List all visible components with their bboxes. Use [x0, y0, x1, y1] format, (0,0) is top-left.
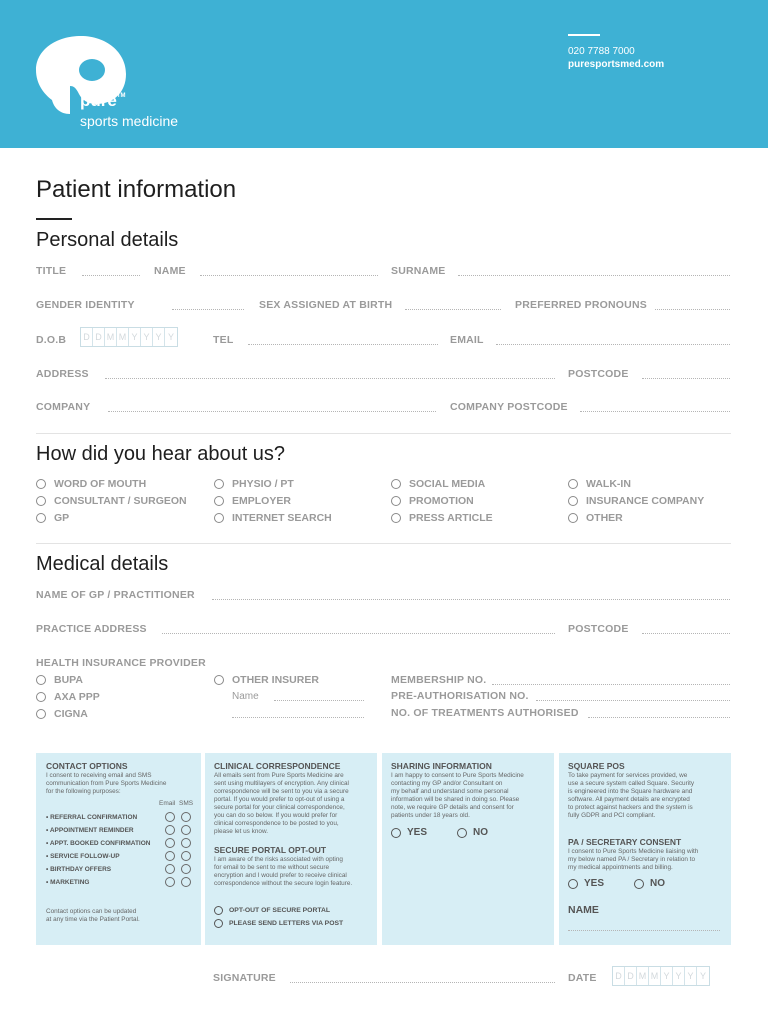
gender-identity-field[interactable] — [172, 309, 244, 310]
square-text-4: software. All payment details are encrypted — [568, 796, 690, 803]
insurer-option-cigna[interactable]: CIGNA — [36, 708, 88, 720]
square-text-2: use a secure system called Square. Security — [568, 780, 695, 787]
pa-text-1: I consent to Pure Sports Medicine liaising with — [568, 848, 699, 855]
radio-icon — [634, 879, 644, 889]
optout-secure-portal-option[interactable]: OPT-OUT OF SECURE PORTAL — [214, 906, 330, 915]
insurer-option-other[interactable]: OTHER INSURER — [214, 674, 319, 686]
practice-postcode-field[interactable] — [642, 633, 730, 634]
sharing-yes-option[interactable]: YES — [391, 827, 427, 838]
clinical-text-3: correspondence will be sent to you via a secure — [214, 788, 349, 795]
preauth-label: PRE-AUTHORISATION NO. — [391, 690, 529, 702]
pronouns-field[interactable] — [655, 309, 730, 310]
date-cell: D — [613, 967, 625, 985]
hear-about-heading: How did you hear about us? — [36, 443, 286, 465]
radio-icon — [568, 479, 578, 489]
radio-icon — [391, 513, 401, 523]
contact-options-text-1: I consent to receiving email and SMS — [46, 772, 152, 779]
postcode-field[interactable] — [642, 378, 730, 379]
section-divider — [36, 543, 731, 544]
sharing-text-5: note, we require GP details and consent for — [391, 804, 514, 811]
tel-label: TEL — [213, 334, 234, 346]
date-cell: M — [649, 967, 661, 985]
email-radio-icon[interactable] — [165, 825, 175, 835]
contact-website[interactable]: puresportsmed.com — [568, 59, 665, 70]
membership-label: MEMBERSHIP NO. — [391, 674, 487, 686]
radio-icon — [391, 828, 401, 838]
company-postcode-label: COMPANY POSTCODE — [450, 401, 568, 413]
radio-icon — [214, 513, 224, 523]
other-insurer-extra-field[interactable] — [232, 717, 364, 718]
dob-cell: Y — [129, 328, 141, 346]
treatments-authorised-field[interactable] — [588, 717, 730, 718]
radio-icon — [214, 675, 224, 685]
email-field[interactable] — [496, 344, 730, 345]
contact-phone: 020 7788 7000 — [568, 46, 635, 57]
practice-address-label: PRACTICE ADDRESS — [36, 623, 147, 635]
email-radio-icon[interactable] — [165, 864, 175, 874]
dob-label: D.O.B — [36, 334, 67, 346]
gp-name-label: NAME OF GP / PRACTITIONER — [36, 589, 195, 601]
radio-icon — [36, 675, 46, 685]
hear-option-word-of-mouth[interactable]: WORD OF MOUTH — [36, 478, 146, 490]
dob-cell: Y — [153, 328, 165, 346]
secure-portal-optout-title: SECURE PORTAL OPT-OUT — [214, 845, 327, 855]
contact-purpose-booked: • APPT. BOOKED CONFIRMATION — [46, 840, 151, 847]
name-field[interactable] — [200, 275, 378, 276]
square-text-6: fully GDPR and PCI compliant. — [568, 812, 656, 819]
hear-option-promotion[interactable]: PROMOTION — [391, 495, 474, 507]
gender-identity-label: GENDER IDENTITY — [36, 299, 135, 311]
sharing-text-2: contacting my GP and/or Consultant on — [391, 780, 503, 787]
dob-cell: Y — [141, 328, 153, 346]
preauth-field[interactable] — [536, 700, 730, 701]
radio-icon — [36, 496, 46, 506]
brand-sports-medicine: sports medicine — [80, 113, 179, 129]
sms-radio-icon[interactable] — [181, 864, 191, 874]
optout-text-4: correspondence without the secure login feature. — [214, 880, 353, 887]
send-letters-post-option[interactable]: PLEASE SEND LETTERS VIA POST — [214, 919, 343, 928]
contact-purpose-reminder: • APPOINTMENT REMINDER — [46, 827, 134, 834]
hear-option-physio[interactable]: PHYSIO / PT — [214, 478, 294, 490]
sharing-no-option[interactable]: NO — [457, 827, 488, 838]
date-cell: Y — [685, 967, 697, 985]
radio-icon — [214, 906, 223, 915]
sms-radio-icon[interactable] — [181, 877, 191, 887]
postcode-label: POSTCODE — [568, 368, 629, 380]
title-field[interactable] — [82, 275, 140, 276]
company-field[interactable] — [108, 411, 436, 412]
title-rule — [36, 218, 72, 220]
pa-text-2: my below named PA / Secretary in relation to — [568, 856, 696, 863]
surname-label: SURNAME — [391, 265, 446, 277]
hear-option-gp[interactable]: GP — [36, 512, 69, 524]
surname-field[interactable] — [458, 275, 730, 276]
sex-at-birth-field[interactable] — [405, 309, 501, 310]
optout-text-3: encryption and I would prefer to receive clinical — [214, 872, 347, 879]
other-insurer-name-field[interactable] — [274, 700, 364, 701]
radio-icon — [568, 496, 578, 506]
square-text-1: To take payment for services provided, we — [568, 772, 688, 779]
radio-icon — [214, 479, 224, 489]
sms-radio-icon[interactable] — [181, 812, 191, 822]
address-label: ADDRESS — [36, 368, 89, 380]
clinical-text-6: you can do so below. If you would prefer for — [214, 812, 338, 819]
date-input[interactable] — [612, 966, 710, 986]
contact-options-footer-1: Contact options can be updated — [46, 908, 137, 915]
contact-purpose-follow-up: • SERVICE FOLLOW-UP — [46, 853, 120, 860]
insurer-option-bupa[interactable]: BUPA — [36, 674, 83, 686]
email-column-header: Email — [159, 800, 176, 807]
hear-option-press-article[interactable]: PRESS ARTICLE — [391, 512, 493, 524]
pa-name-label: NAME — [568, 904, 599, 916]
sms-radio-icon[interactable] — [181, 851, 191, 861]
date-label: DATE — [568, 972, 597, 984]
address-field[interactable] — [105, 378, 555, 379]
practice-postcode-label: POSTCODE — [568, 623, 629, 635]
clinical-correspondence-title: CLINICAL CORRESPONDENCE — [214, 761, 341, 771]
date-cell: M — [637, 967, 649, 985]
company-label: COMPANY — [36, 401, 91, 413]
contact-options-text-3: for the following purposes: — [46, 788, 121, 795]
contact-options-title: CONTACT OPTIONS — [46, 761, 128, 771]
dob-input[interactable] — [80, 327, 178, 347]
clinical-text-7: clinical correspondence to be posted to you, — [214, 820, 339, 827]
sex-at-birth-label: SEX ASSIGNED AT BIRTH — [259, 299, 393, 311]
pa-consent-no-option[interactable]: NO — [634, 878, 665, 889]
header-banner — [0, 0, 768, 148]
radio-icon — [36, 709, 46, 719]
dob-cell: M — [105, 328, 117, 346]
page-title: Patient information — [36, 176, 237, 203]
hear-option-other[interactable]: OTHER — [568, 512, 623, 524]
pa-name-field[interactable] — [568, 930, 720, 931]
radio-icon — [568, 513, 578, 523]
email-label: EMAIL — [450, 334, 484, 346]
clinical-text-1: All emails sent from Pure Sports Medicine are — [214, 772, 344, 779]
square-pos-title: SQUARE POS — [568, 761, 625, 771]
clinical-text-8: please let us know. — [214, 828, 268, 835]
radio-icon — [36, 479, 46, 489]
radio-icon — [36, 692, 46, 702]
radio-icon — [391, 496, 401, 506]
title-label: TITLE — [36, 265, 67, 277]
email-radio-icon[interactable] — [165, 851, 175, 861]
hear-option-walk-in[interactable]: WALK-IN — [568, 478, 631, 490]
signature-field[interactable] — [290, 982, 555, 983]
name-label: NAME — [154, 265, 186, 277]
company-postcode-field[interactable] — [580, 411, 730, 412]
email-radio-icon[interactable] — [165, 877, 175, 887]
hear-option-social-media[interactable]: SOCIAL MEDIA — [391, 478, 485, 490]
contact-options-footer-2: at any time via the Patient Portal. — [46, 916, 140, 923]
signature-label: SIGNATURE — [213, 972, 276, 984]
dob-cell: Y — [167, 332, 174, 342]
pronouns-label: PREFERRED PRONOUNS — [515, 299, 647, 311]
hear-option-internet-search[interactable]: INTERNET SEARCH — [214, 512, 332, 524]
clinical-text-5: secure portal for your clinical correspondence, — [214, 804, 345, 811]
contact-options-text-2: communication from Pure Sports Medicine — [46, 780, 167, 787]
brand-pure-wordmark: pure™ — [80, 91, 126, 110]
sharing-text-6: patients under 18 years old. — [391, 812, 470, 819]
hear-option-consultant[interactable]: CONSULTANT / SURGEON — [36, 495, 187, 507]
contact-purpose-birthday: • BIRTHDAY OFFERS — [46, 866, 112, 873]
hear-option-employer[interactable]: EMPLOYER — [214, 495, 291, 507]
radio-icon — [568, 879, 578, 889]
other-insurer-name-label: Name — [232, 691, 259, 702]
pa-text-3: my medical appointments and billing. — [568, 864, 673, 871]
email-radio-icon[interactable] — [165, 812, 175, 822]
sms-radio-icon[interactable] — [181, 838, 191, 848]
date-cell: Y — [699, 971, 706, 981]
gp-name-field[interactable] — [212, 599, 730, 600]
sms-radio-icon[interactable] — [181, 825, 191, 835]
insurance-provider-label: HEALTH INSURANCE PROVIDER — [36, 657, 206, 669]
radio-icon — [457, 828, 467, 838]
sharing-text-4: information will be shared in doing so. Please — [391, 796, 520, 803]
dob-cell: D — [93, 328, 105, 346]
clinical-text-4: portal. If you would prefer to opt-out of using a — [214, 796, 345, 803]
sms-column-header: SMS — [179, 800, 194, 807]
treatments-authorised-label: NO. OF TREATMENTS AUTHORISED — [391, 707, 579, 719]
sharing-information-title: SHARING INFORMATION — [391, 761, 492, 771]
tel-field[interactable] — [248, 344, 438, 345]
medical-details-heading: Medical details — [36, 553, 169, 575]
date-cell: D — [625, 967, 637, 985]
contact-divider — [568, 34, 600, 36]
dob-cell: D — [81, 328, 93, 346]
membership-field[interactable] — [492, 684, 730, 685]
radio-icon — [36, 513, 46, 523]
radio-icon — [214, 496, 224, 506]
dob-cell: M — [117, 328, 129, 346]
practice-address-field[interactable] — [162, 633, 555, 634]
sharing-text-1: I am happy to consent to Pure Sports Medicine — [391, 772, 524, 779]
insurer-option-axa-ppp[interactable]: AXA PPP — [36, 691, 100, 703]
optout-text-1: I am aware of the risks associated with opting — [214, 856, 343, 863]
radio-icon — [214, 919, 223, 928]
sharing-text-3: my behalf and understand some personal — [391, 788, 509, 795]
personal-details-heading: Personal details — [36, 229, 179, 251]
square-text-3: is engineered into the Square hardware and — [568, 788, 693, 795]
pa-secretary-consent-title: PA / SECRETARY CONSENT — [568, 837, 682, 847]
hear-option-insurance-company[interactable]: INSURANCE COMPANY — [568, 495, 704, 507]
radio-icon — [391, 479, 401, 489]
contact-purpose-referral: • REFERRAL CONFIRMATION — [46, 814, 138, 821]
section-divider — [36, 433, 731, 434]
pa-consent-yes-option[interactable]: YES — [568, 878, 604, 889]
optout-text-2: for email to be sent to me without secure — [214, 864, 330, 871]
clinical-text-2: sent using multilayers of encryption. Any clinical — [214, 780, 349, 787]
email-radio-icon[interactable] — [165, 838, 175, 848]
square-text-5: to protect against hackers and the system is — [568, 804, 693, 811]
date-cell: Y — [673, 967, 685, 985]
contact-purpose-marketing: • MARKETING — [46, 879, 90, 886]
date-cell: Y — [661, 967, 673, 985]
